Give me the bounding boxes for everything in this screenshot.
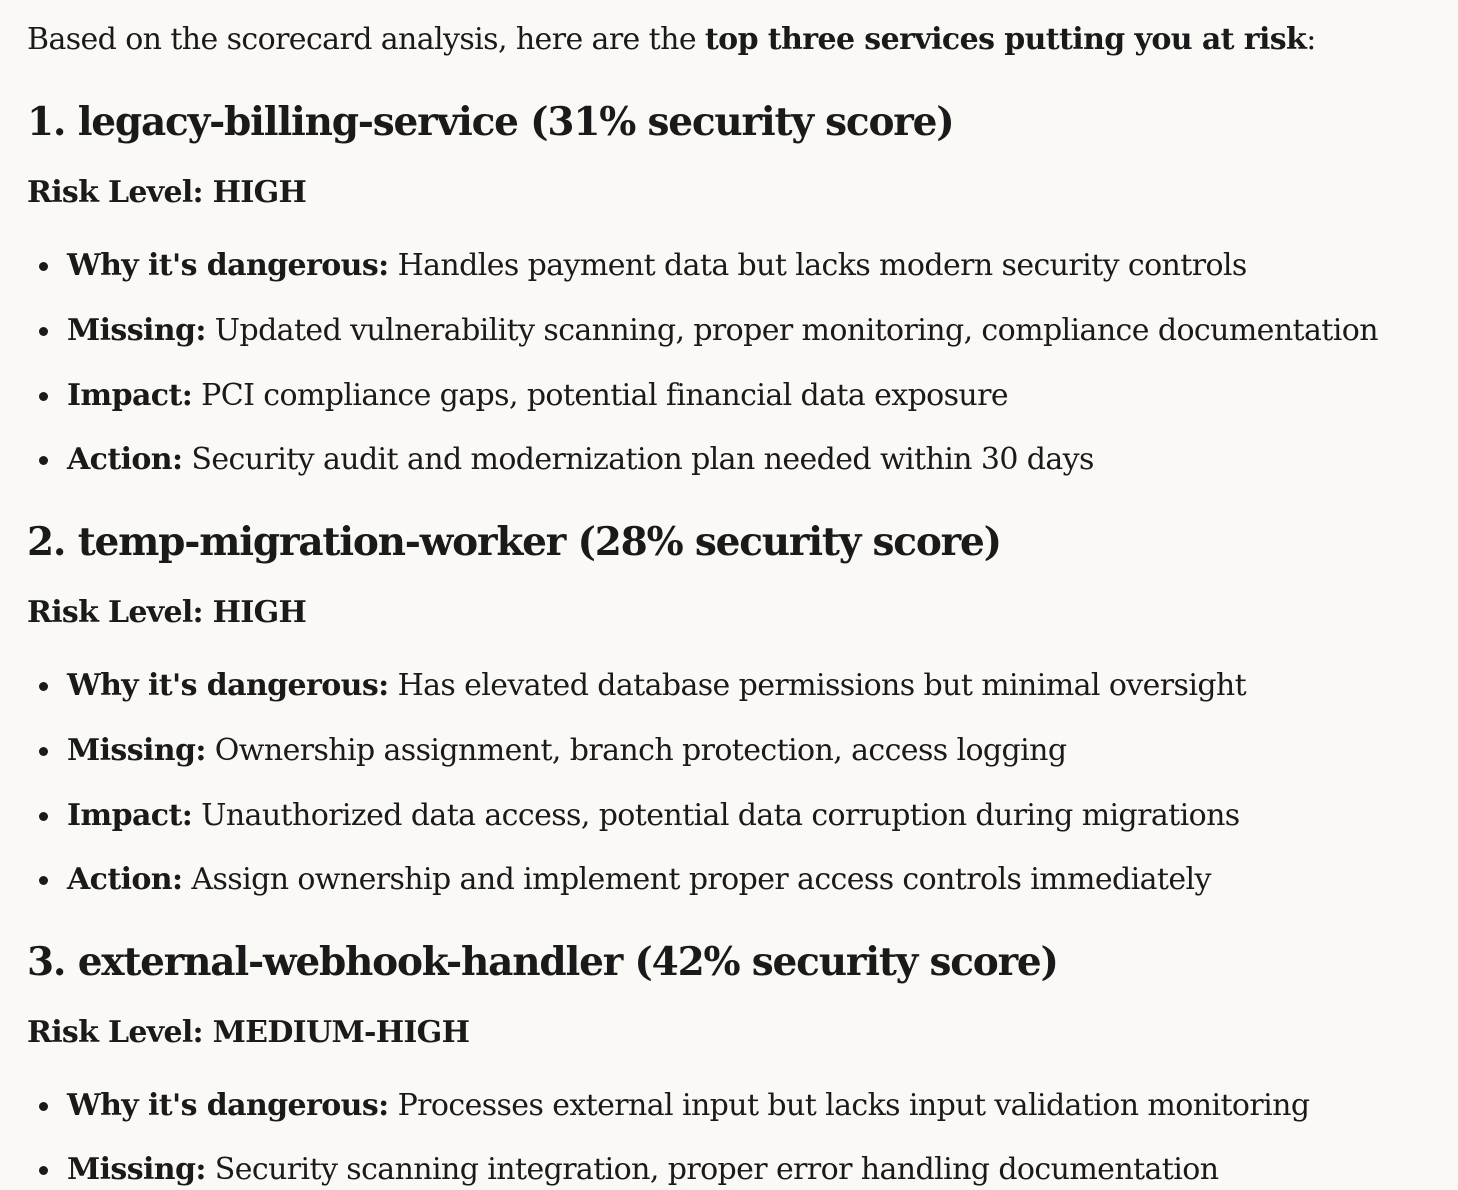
bullet-label: Action: — [67, 442, 183, 477]
bullet-label: Impact: — [67, 378, 193, 413]
bullet-icon — [39, 812, 48, 821]
bullet-text: Processes external input but lacks input validation monitoring — [388, 1088, 1310, 1123]
bullet-text: Unauthorized data access, potential data corruption during migrations — [192, 798, 1240, 833]
risk-level-2: Risk Level: HIGH — [27, 595, 307, 630]
service-heading-2: 2. temp-migration-worker (28% security score) — [27, 519, 1001, 565]
service-heading-1: 1. legacy-billing-service (31% security score) — [27, 99, 954, 145]
bullet-label: Missing: — [67, 313, 206, 348]
bullet-label: Why it's dangerous: — [67, 248, 389, 283]
bullet-text: Assign ownership and implement proper access controls immediately — [182, 862, 1211, 897]
intro-suffix: : — [1306, 22, 1316, 57]
bullet-text: Has elevated database permissions but minimal oversight — [388, 668, 1247, 703]
bullet-label: Action: — [67, 862, 183, 897]
bullet-text: Ownership assignment, branch protection, access logging — [205, 733, 1067, 768]
bullet-label: Why it's dangerous: — [67, 1088, 389, 1123]
risk-level-3: Risk Level: MEDIUM-HIGH — [27, 1015, 470, 1050]
bullet-label: Missing: — [67, 1152, 206, 1187]
bullet-icon — [39, 262, 48, 271]
bullet-icon — [39, 327, 48, 336]
bullet-label: Impact: — [67, 798, 193, 833]
bullet-icon — [39, 682, 48, 691]
intro-emphasis: top three services putting you at risk — [704, 22, 1307, 57]
bullet-icon — [39, 747, 48, 756]
bullet-icon — [39, 392, 48, 401]
bullet-label: Why it's dangerous: — [67, 668, 389, 703]
bullet-icon — [39, 1102, 48, 1111]
bullet-icon — [39, 876, 48, 885]
bullet-text: PCI compliance gaps, potential financial data exposure — [192, 378, 1009, 413]
bullet-label: Missing: — [67, 733, 206, 768]
bullet-icon — [39, 1166, 48, 1175]
intro-paragraph — [27, 20, 1316, 60]
risk-level-1: Risk Level: HIGH — [27, 175, 307, 210]
bullet-text: Security scanning integration, proper error handling documentation — [205, 1152, 1219, 1187]
bullet-text: Updated vulnerability scanning, proper monitoring, compliance documentation — [205, 313, 1378, 348]
service-heading-3: 3. external-webhook-handler (42% security score) — [27, 939, 1058, 985]
bullet-text: Handles payment data but lacks modern security controls — [388, 248, 1247, 283]
bullet-icon — [39, 456, 48, 465]
intro-prefix: Based on the scorecard analysis, here are the — [27, 22, 705, 57]
bullet-text: Security audit and modernization plan needed within 30 days — [182, 442, 1094, 477]
